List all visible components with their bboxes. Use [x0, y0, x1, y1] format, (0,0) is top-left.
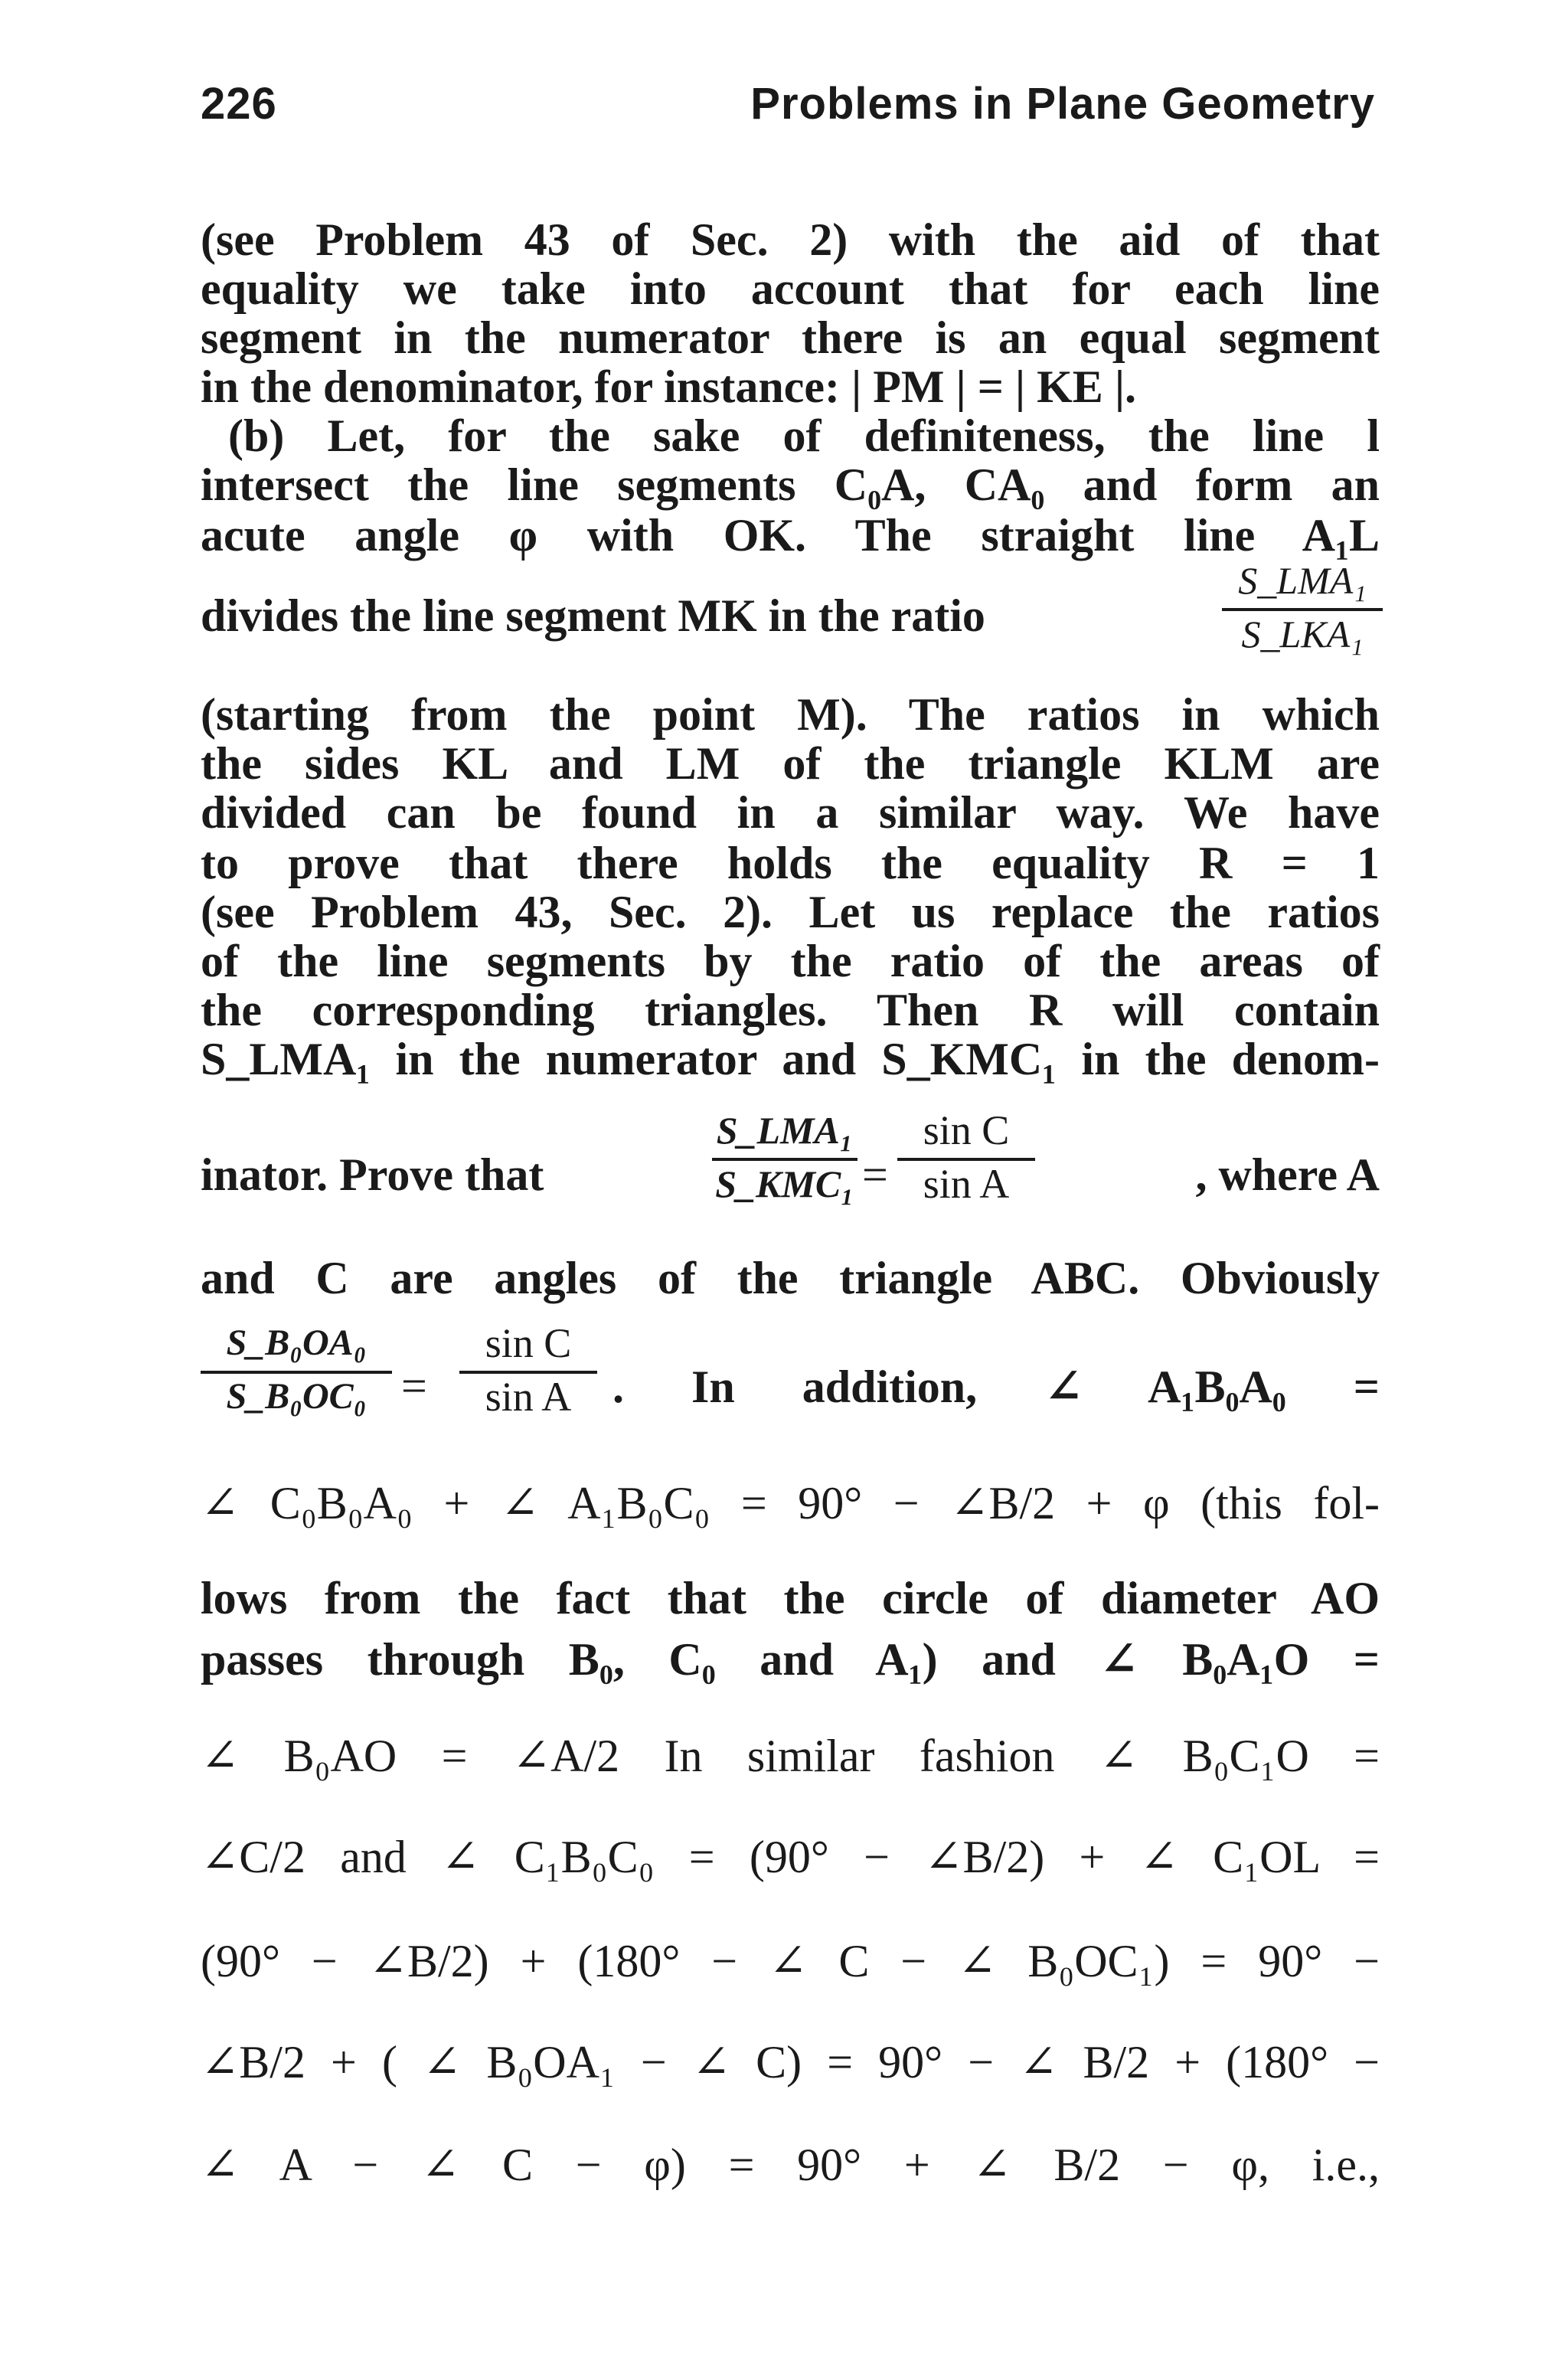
sine-numerator-2: sin C: [485, 1320, 572, 1366]
page-number: 226: [201, 79, 277, 129]
text-line-18: and C are angles of the triangle ABC. Obviously: [201, 1253, 1380, 1303]
area-ratio-fraction: [712, 1107, 858, 1207]
text-line-23: ∠ B₀AO = ∠A/2 In similar fashion ∠ B₀C₁O =: [201, 1731, 1380, 1781]
triangle-area-numerator: S_B₀OA₀: [226, 1322, 367, 1363]
text-line-22: passes through B₀, C₀ and A₁) and ∠ B₀A₁O =: [201, 1634, 1380, 1685]
text-line-11: divided can be found in a similar way. We have: [201, 787, 1380, 838]
area-ratio-numerator: S_LMA₁: [716, 1109, 854, 1152]
triangle-area-denominator: S_B₀OC₀: [226, 1376, 367, 1417]
text-line-13: (see Problem 43, Sec. 2). Let us replace the ratios: [201, 887, 1380, 937]
text-line-9: (starting from the point M). The ratios in which: [201, 689, 1380, 740]
triangle-area-fraction: [201, 1320, 392, 1420]
ratio-fraction: [1222, 557, 1383, 657]
text-line-2: equality we take into account that for each line: [201, 263, 1380, 314]
running-title: Problems in Plane Geometry: [750, 79, 1375, 129]
text-line-15: the corresponding triangles. Then R will contain: [201, 985, 1380, 1035]
text-line-6: intersect the line segments C₀A, CA₀ and form an: [201, 459, 1380, 510]
text-line-8: divides the line segment MK in the ratio: [201, 590, 985, 641]
ratio-denominator: S_LKA₁: [1241, 613, 1364, 655]
equals-sign: =: [862, 1149, 888, 1200]
sine-ratio-fraction-2: [459, 1320, 597, 1420]
sine-denominator-2: sin A: [485, 1374, 572, 1420]
text-line-27: ∠ A − ∠ C − φ) = 90° + ∠ B/2 − φ, i.e.,: [201, 2140, 1380, 2190]
text-line-24: ∠C/2 and ∠ C₁B₀C₀ = (90° − ∠B/2) + ∠ C₁OL =: [201, 1832, 1380, 1882]
sine-ratio-fraction: [897, 1107, 1035, 1207]
text-line-20: ∠ C₀B₀A₀ + ∠ A₁B₀C₀ = 90° − ∠B/2 + φ (this fol-: [201, 1478, 1380, 1528]
text-line-17b: , where A: [1195, 1149, 1380, 1200]
text-line-1: (see Problem 43 of Sec. 2) with the aid of that: [201, 214, 1380, 265]
text-line-25: (90° − ∠B/2) + (180° − ∠ C − ∠ B₀OC₁) = 90° −: [201, 1936, 1380, 1986]
text-line-26: ∠B/2 + ( ∠ B₀OA₁ − ∠ C) = 90° − ∠ B/2 + (180° −: [201, 2037, 1380, 2087]
text-line-21: lows from the fact that the circle of diameter AO: [201, 1573, 1380, 1623]
ratio-numerator: S_LMA₁: [1238, 559, 1367, 602]
text-line-16: S_LMA₁ in the numerator and S_KMC₁ in the denom-: [201, 1034, 1380, 1084]
text-line-4: in the denominator, for instance: | PM | = | KE |.: [201, 361, 1137, 412]
sine-numerator: sin C: [923, 1107, 1010, 1153]
text-line-7: acute angle φ with OK. The straight line A₁L: [201, 510, 1380, 561]
text-line-14: of the line segments by the ratio of the areas of: [201, 936, 1380, 986]
text-line-12: to prove that there holds the equality R = 1: [201, 838, 1380, 888]
equals-sign: =: [401, 1361, 427, 1411]
text-line-10: the sides KL and LM of the triangle KLM are: [201, 738, 1380, 789]
sine-denominator: sin A: [923, 1161, 1010, 1207]
area-ratio-denominator: S_KMC₁: [715, 1162, 854, 1205]
text-line-3: segment in the numerator there is an equal segment: [201, 312, 1380, 363]
text-line-19b: . In addition, ∠ A₁B₀A₀ =: [612, 1362, 1380, 1412]
text-line-17a: inator. Prove that: [201, 1149, 544, 1200]
text-line-5: (b) Let, for the sake of definiteness, the line l: [228, 410, 1380, 461]
